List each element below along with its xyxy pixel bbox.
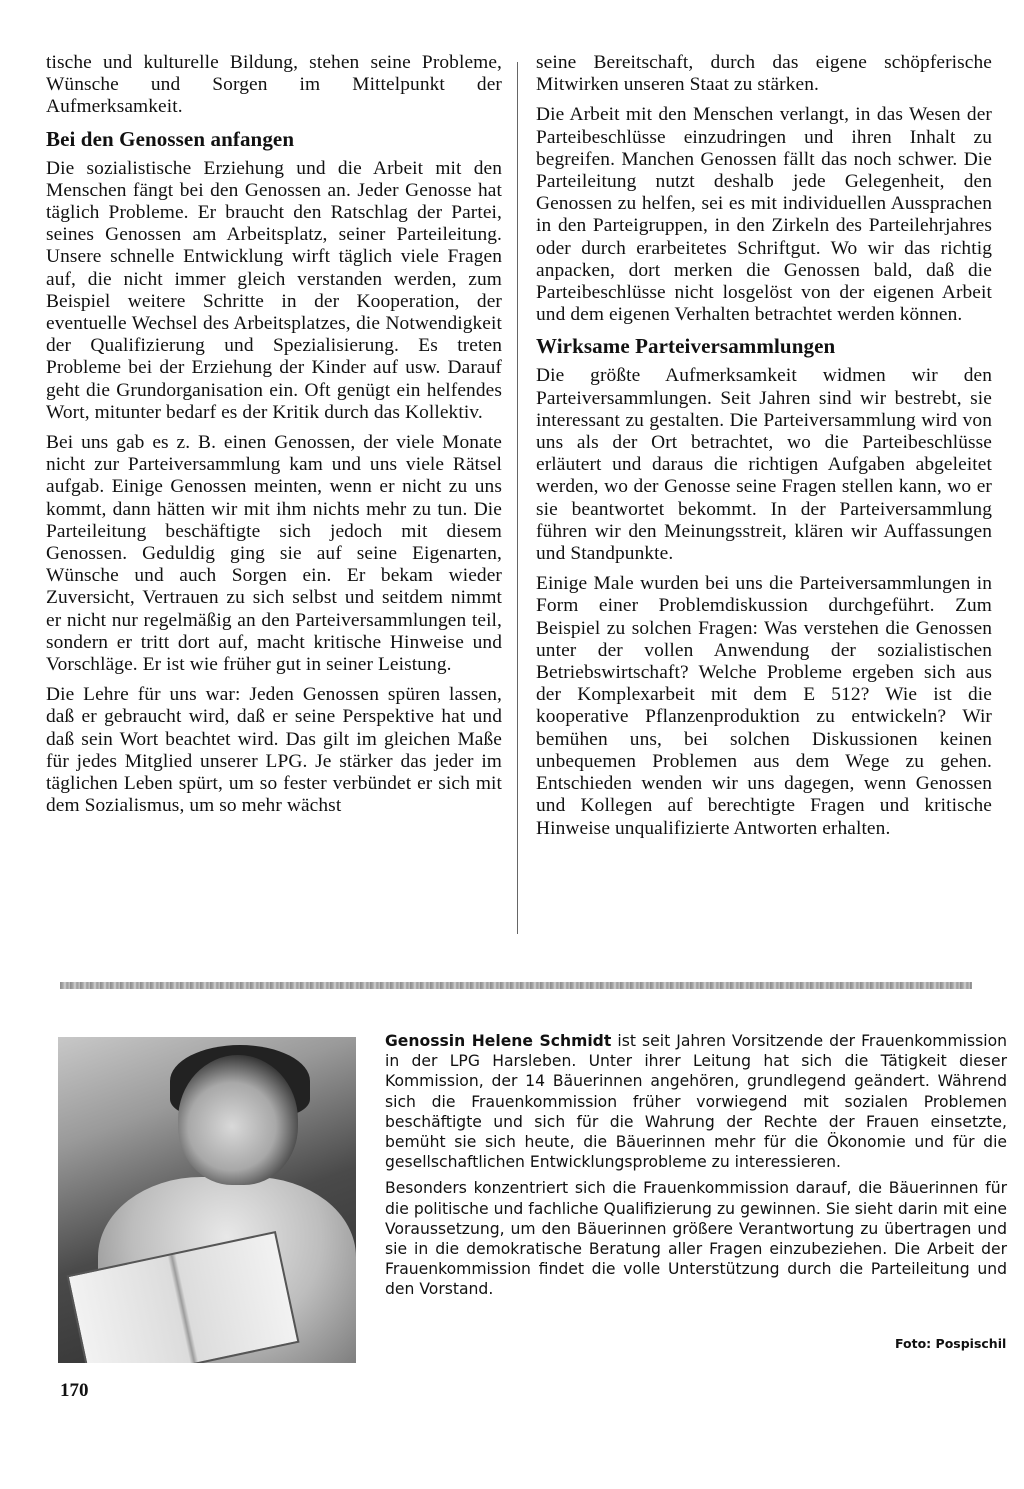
- caption-name: Genossin Helene Schmidt: [385, 1032, 612, 1050]
- right-text-column: [536, 52, 992, 848]
- photo-credit: Foto: Pospischil: [895, 1336, 1007, 1351]
- caption-paragraph-2: Besonders konzentriert sich die Frauenkommission darauf, die Bäuerinnen für die politische und fachliche Qualifizierung zu gewinnen. Sie sieht darin mit eine Voraussetzung, um den Bäuerinnen größere Verantwortung zu übertragen und sie in die demokratische Beratung aller Fragen einzubeziehen. Die Arbeit der Frauenkommission findet die volle Unterstützung durch die Parteileitung und den Vorstand.: [385, 1179, 1007, 1299]
- left-paragraph-2: Die sozialistische Erziehung und die Arbeit mit den Menschen fängt bei den Genossen an. Jeder Genosse hat täglich Probleme. Er braucht den Ratschlag der Partei, seines Genossen am Arbeitsplatz, seiner Parteileitung. Unsere schnelle Entwicklung wirft täglich viele Fragen auf, die nicht immer gleich verstanden werden, zum Beispiel weitere Schritte in der Kooperation, der eventuelle Wechsel des Arbeitsplatzes, die Notwendigkeit der Qualifizierung und Spezialisierung. Es treten Probleme bei der Erziehung der Kinder auf usw. Darauf geht die Grundorganisation ein. Oft genügt ein helfendes Wort, mitunter bedarf es der Kritik durch das Kollektiv.: [46, 157, 502, 423]
- caption-paragraph-1-text: ist seit Jahren Vorsitzende der Frauenkommission in der LPG Harsleben. Unter ihrer Leitung hat sich die Tätigkeit dieser Kommission, der 14 Bäuerinnen angehören, grundlegend geändert. Während sich die Frauenkommission früher vorwiegend mit sozialen Problemen beschäftigte und sich für die Wahrung der Rechte der Frauen einsetzte, bemüht sie sich heute, die Bäuerinnen mehr für die Ökonomie und für die gesellschaftlichen Entwicklungsprobleme zu interessieren.: [385, 1032, 1007, 1172]
- right-paragraph-4: Einige Male wurden bei uns die Parteiversammlungen in Form einer Problemdiskussion durchgeführt. Zum Beispiel zu solchen Fragen: Was verstehen die Genossen unter der vollen Anwendung der sozialistischen Betriebswirtschaft? Welche Probleme ergeben sich aus der Komplexarbeit mit dem E 512? Wie ist die kooperative Pflanzenproduktion zu entwickeln? Wir bemühen uns, bei solchen Diskussionen keinen unbequemen Problemen aus dem Wege zu gehen. Entschieden wenden wir uns dagegen, wenn Genossen und Kollegen auf berechtigte Fragen und kritische Hinweise unqualifizierte Antworten erhalten.: [536, 573, 992, 839]
- right-paragraph-3: Die größte Aufmerksamkeit widmen wir den Parteiversammlungen. Seit Jahren sind wir bestrebt, sie interessant zu gestalten. Die Parteiversammlung wird von uns als der Ort betrachtet, wo die Parteibeschlüsse erläutert und daraus die richtigen Aufgaben abgeleitet werden, wo der Genosse seine Fragen stellen kann, wo er sie beantwortet bekommt. In der Parteiversammlung führen wir den Meinungsstreit, klären wir Auffassungen und Standpunkte.: [536, 365, 992, 565]
- left-text-column: [46, 52, 502, 826]
- caption-paragraph-1: [385, 1031, 1007, 1172]
- left-paragraph-1: tische und kulturelle Bildung, stehen seine Probleme, Wünsche und Sorgen im Mittelpunkt der Aufmerksamkeit.: [46, 52, 502, 118]
- right-paragraph-2: Die Arbeit mit den Menschen verlangt, in das Wesen der Parteibeschlüsse einzudringen und ihren Inhalt zu begreifen. Manchen Genossen fällt das noch schwer. Die Parteileitung nutzt deshalb jede Gelegenheit, den Genossen zu helfen, sei es mit individuellen Aussprachen in den Parteigruppen, in den Zirkeln des Parteilehrjahres oder durch erarbeitetes Schriftgut. Wo wir das richtig anpacken, dort merken die Genossen bald, daß die Parteibeschlüsse nicht losgelöst von der eigenen Arbeit und dem eigenen Verhalten betrachtet werden können.: [536, 104, 992, 326]
- left-paragraph-3: Bei uns gab es z. B. einen Genossen, der viele Monate nicht zur Parteiversammlung kam und uns viele Rätsel aufgab. Einige Genossen meinten, wenn er nicht zu uns kommt, dann hätten wir mit ihm nichts mehr zu tun. Die Parteileitung beschäftigte sich jedoch mit diesem Genossen. Geduldig ging sie auf seine Eigenarten, Wünsche und auch Sorgen ein. Er bekam wieder Zuversicht, Vertrauen zu sich selbst und seitdem nimmt er nicht nur regelmäßig an den Parteiversammlungen teil, sondern er tritt dort auf, macht kritische Hinweise und Vorschläge. Er ist wie früher gut in seiner Leistung.: [46, 432, 502, 676]
- left-paragraph-4: Die Lehre für uns war: Jeden Genossen spüren lassen, daß er gebraucht wird, daß er seine Perspektive hat und daß sein Wort beachtet wird. Das gilt im gleichen Maße für jedes Mitglied unserer LPG. Je stärker das jeder im täglichen Leben spürt, um so fester verbündet er sich mit dem Sozialismus, um so mehr wächst: [46, 684, 502, 817]
- page-number: 170: [60, 1380, 89, 1401]
- section-heading-parteiversammlungen: Wirksame Parteiversammlungen: [536, 334, 836, 359]
- section-separator: [60, 982, 972, 989]
- portrait-photo: [58, 1037, 356, 1363]
- column-divider: [517, 62, 518, 934]
- photo-caption: [385, 1031, 1007, 1306]
- photo-figure-head: [178, 1055, 298, 1185]
- section-heading-genossen: Bei den Genossen anfangen: [46, 126, 295, 151]
- right-paragraph-1: seine Bereitschaft, durch das eigene schöpferische Mitwirken unseren Staat zu stärken.: [536, 52, 992, 96]
